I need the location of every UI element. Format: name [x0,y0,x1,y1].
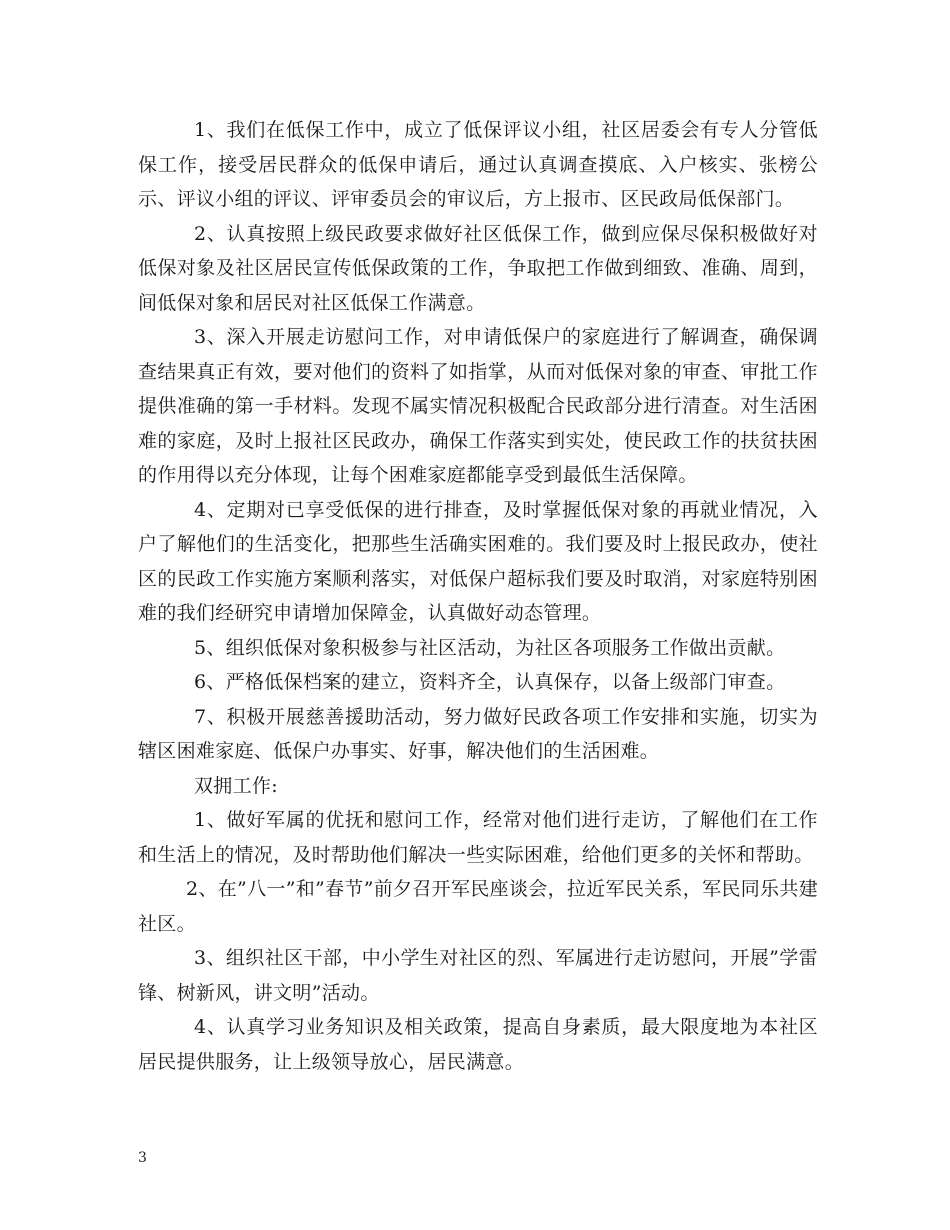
paragraph-lowincome-7: 7、积极开展慈善援助活动，努力做好民政各项工作安排和实施，切实为辖区困难家庭、低保户办事实、好事，解决他们的生活困难。 [138,705,818,762]
paragraph-shuangyong-3: 3、组织社区干部，中小学生对社区的烈、军属进行走访慰问，开展”学雷锋、树新风，讲文明”活动。 [138,947,818,1004]
paragraph-lowincome-4: 4、定期对已享受低保的进行排查，及时掌握低保对象的再就业情况，入户了解他们的生活变化，把那些生活确实困难的。我们要及时上报民政办，使社区的民政工作实施方案顺利落实，对低保户超标我们要及时取消，对家庭特别困难的我们经研究申请增加保障金，认真做好动态管理。 [138,498,818,624]
section-heading-shuangyong: 双拥工作: [194,774,278,797]
page-number: 3 [138,1150,147,1166]
paragraph-shuangyong-4: 4、认真学习业务知识及相关政策，提高自身素质，最大限度地为本社区居民提供服务，让上级领导放心，居民满意。 [138,1016,818,1073]
paragraph-lowincome-2: 2、认真按照上级民政要求做好社区低保工作，做到应保尽保积极做好对低保对象及社区居民宣传低保政策的工作，争取把工作做到细致、准确、周到，间低保对象和居民对社区低保工作满意。 [138,222,818,314]
document-body [138,113,818,1079]
paragraph-shuangyong-2: 2、在”八一”和”春节”前夕召开军民座谈会，拉近军民关系，军民同乐共建社区。 [138,878,818,935]
paragraph-shuangyong-1: 1、做好军属的优抚和慰问工作，经常对他们进行走访，了解他们在工作和生活上的情况，及时帮助他们解决一些实际困难，给他们更多的关怀和帮助。 [138,809,818,866]
paragraph-lowincome-5: 5、组织低保对象积极参与社区活动，为社区各项服务工作做出贡献。 [194,636,786,659]
paragraph-lowincome-3: 3、深入开展走访慰问工作，对申请低保户的家庭进行了解调查，确保调查结果真正有效，要对他们的资料了如指掌，从而对低保对象的审查、审批工作提供准确的第一手材料。发现不属实情况积极配合民政部分进行清查。对生活困难的家庭，及时上报社区民政办，确保工作落实到实处，使民政工作的扶贫扶困的作用得以充分体现，让每个困难家庭都能享受到最低生活保障。 [138,326,818,486]
paragraph-lowincome-6: 6、严格低保档案的建立，资料齐全，认真保存，以备上级部门审查。 [194,671,786,693]
paragraph-lowincome-1: 1、我们在低保工作中，成立了低保评议小组，社区居委会有专人分管低保工作，接受居民群众的低保申请后，通过认真调查摸底、入户核实、张榜公示、评议小组的评议、评审委员会的审议后，方上报市、区民政局低保部门。 [138,119,818,210]
